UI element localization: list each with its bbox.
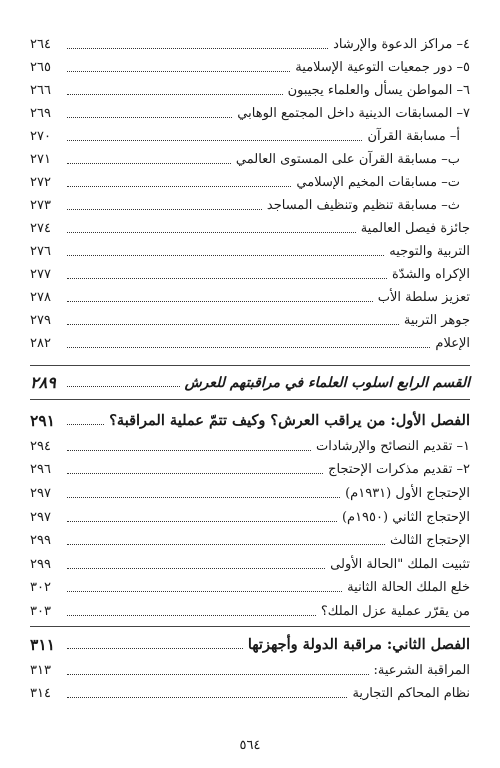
toc-entry-title: الإكراه والشدّة [391, 267, 470, 282]
toc-entry-page: ٣١٤ [30, 686, 51, 701]
toc-entry [30, 658, 470, 680]
toc-entry-page: ٢٧٣ [30, 198, 51, 213]
toc-entry-page: ٢٩٩ [30, 533, 51, 548]
toc-entry-title: التربية والتوجيه [389, 244, 470, 259]
toc-entry-title: الفصل الثاني: مراقبة الدولة وأجهزتها [247, 636, 470, 653]
leader-dots [67, 117, 232, 118]
toc-entry [30, 505, 470, 527]
toc-entry [30, 101, 470, 123]
toc-entry [30, 78, 470, 100]
toc-entry-page: ٣٠٣ [30, 604, 51, 619]
leader-dots [67, 615, 316, 616]
leader-dots [67, 497, 340, 498]
toc-entry-title: ٦– المواطن يسأل والعلماء يجيبون [287, 83, 470, 98]
toc-entry [30, 599, 470, 621]
leader-dots [67, 521, 337, 522]
toc-entry-page: ٢٧٨ [30, 290, 51, 305]
leader-dots [67, 255, 384, 256]
toc-entry-title: نظام المحاكم التجارية [352, 686, 470, 701]
toc-entry [30, 308, 470, 330]
toc-entry-page: ٣١٣ [30, 663, 51, 678]
toc-entry-page: ٢٩٩ [30, 557, 51, 572]
toc-chapter-heading [30, 632, 470, 654]
toc-entry-title: تعزيز سلطة الأب [377, 290, 470, 305]
leader-dots [67, 209, 262, 210]
leader-dots [67, 232, 356, 233]
page-number: ٥٦٤ [239, 738, 261, 753]
toc-entry-title: ب– مسابقة القرآن على المستوى العالمي [235, 152, 460, 167]
toc-entry-title: المراقبة الشرعية: [373, 663, 470, 678]
toc-entry [30, 193, 470, 215]
leader-dots [67, 94, 283, 95]
toc-entry [30, 216, 470, 238]
section-divider [30, 626, 470, 627]
toc-entry [30, 331, 470, 353]
toc-entry-page: ٢٩٦ [30, 462, 51, 477]
leader-dots [67, 386, 180, 387]
toc-entry-page: ٢٧٦ [30, 244, 51, 259]
toc-entry [30, 285, 470, 307]
toc-entry [30, 457, 470, 479]
leader-dots [67, 71, 290, 72]
leader-dots [67, 347, 430, 348]
toc-entry [30, 170, 470, 192]
leader-dots [67, 301, 373, 302]
toc-part-heading [30, 370, 470, 392]
toc-chapter-heading [30, 408, 470, 430]
toc-entry [30, 239, 470, 261]
leader-dots [67, 568, 325, 569]
toc-entry-page: ٢٩٤ [30, 439, 51, 454]
toc-entry-title: جائزة فيصل العالمية [360, 221, 470, 236]
toc-entry-page: ٢٦٦ [30, 83, 51, 98]
toc-entry [30, 552, 470, 574]
toc-entry-title: ث– مسابقة تنظيم وتنظيف المساجد [266, 198, 460, 213]
toc-entry-title: من يقرّر عملية عزل الملك؟ [320, 604, 470, 619]
toc-entry [30, 434, 470, 456]
toc-entry-page: ٢٩٧ [30, 510, 51, 525]
leader-dots [67, 424, 104, 425]
toc-entry [30, 124, 470, 146]
toc-entry-page: ٢٦٩ [30, 106, 51, 121]
toc-entry-page: ٢٦٥ [30, 60, 51, 75]
leader-dots [67, 697, 347, 698]
toc-entry-title: جوهر التربية [403, 313, 470, 328]
toc-entry-page: ٢٧٢ [30, 175, 51, 190]
toc-entry-page: ٢٨٩ [30, 373, 56, 392]
toc-entry-title: الإحتجاج الثالث [389, 533, 470, 548]
toc-entry-title: الإحتجاج الأول (١٩٣١م) [345, 486, 470, 501]
leader-dots [67, 278, 387, 279]
toc-entry [30, 262, 470, 284]
toc-entry-page: ٢٨٢ [30, 336, 51, 351]
toc-entry-page: ٢٧٤ [30, 221, 51, 236]
toc-entry-page: ٢٧٩ [30, 313, 51, 328]
toc-entry-page: ٢٧١ [30, 152, 51, 167]
toc-entry-title: ٧– المسابقات الدينية داخل المجتمع الوهابي [237, 106, 470, 121]
toc-entry [30, 681, 470, 703]
toc-entry-title: خلع الملك الحالة الثانية [347, 580, 470, 595]
toc-entry [30, 481, 470, 503]
toc-entry-title: ٤– مراكز الدعوة والإرشاد [333, 37, 470, 52]
toc-entry [30, 575, 470, 597]
leader-dots [67, 450, 311, 451]
toc-entry-page: ٢٩٧ [30, 486, 51, 501]
toc-entry-page: ٢٧٧ [30, 267, 51, 282]
toc-entry [30, 528, 470, 550]
leader-dots [67, 674, 369, 675]
leader-dots [67, 186, 291, 187]
toc-entry-title: الإعلام [435, 336, 470, 351]
leader-dots [67, 163, 231, 164]
toc-entry-title: القسم الرابع اسلوب العلماء في مراقبتهم للعرش [184, 375, 470, 391]
toc-entry-title: ١– تقديم النصائح والإرشادات [316, 439, 470, 454]
toc-entry-title: تثبيت الملك "الحالة الأولى [330, 557, 470, 572]
toc-entry [30, 147, 470, 169]
toc-entry-page: ٢٩١ [30, 411, 55, 430]
leader-dots [67, 544, 385, 545]
leader-dots [67, 324, 399, 325]
leader-dots [67, 473, 323, 474]
toc-entry-title: ٢– تقديم مذكرات الإحتجاج [328, 462, 470, 477]
leader-dots [67, 140, 362, 141]
section-divider [30, 365, 470, 366]
toc-entry-title: ت– مسابقات المخيم الإسلامي [296, 175, 460, 190]
toc-entry-page: ٢٦٤ [30, 37, 51, 52]
toc-entry [30, 55, 470, 77]
toc-entry-title: الفصل الأول: من يراقب العرش؟ وكيف تتمّ عملية المراقبة؟ [109, 412, 470, 429]
toc-entry [30, 32, 470, 54]
section-divider [30, 399, 470, 400]
toc-entry-page: ٣٠٢ [30, 580, 51, 595]
toc-entry-title: الإحتجاج الثاني (١٩٥٠م) [341, 510, 470, 525]
toc-entry-page: ٣١١ [30, 635, 55, 654]
leader-dots [67, 48, 328, 49]
leader-dots [67, 648, 243, 649]
toc-entry-page: ٢٧٠ [30, 129, 51, 144]
toc-entry-title: أ– مسابقة القرآن [367, 129, 460, 144]
toc-entry-title: ٥– دور جمعيات التوعية الإسلامية [295, 60, 470, 75]
leader-dots [67, 591, 342, 592]
